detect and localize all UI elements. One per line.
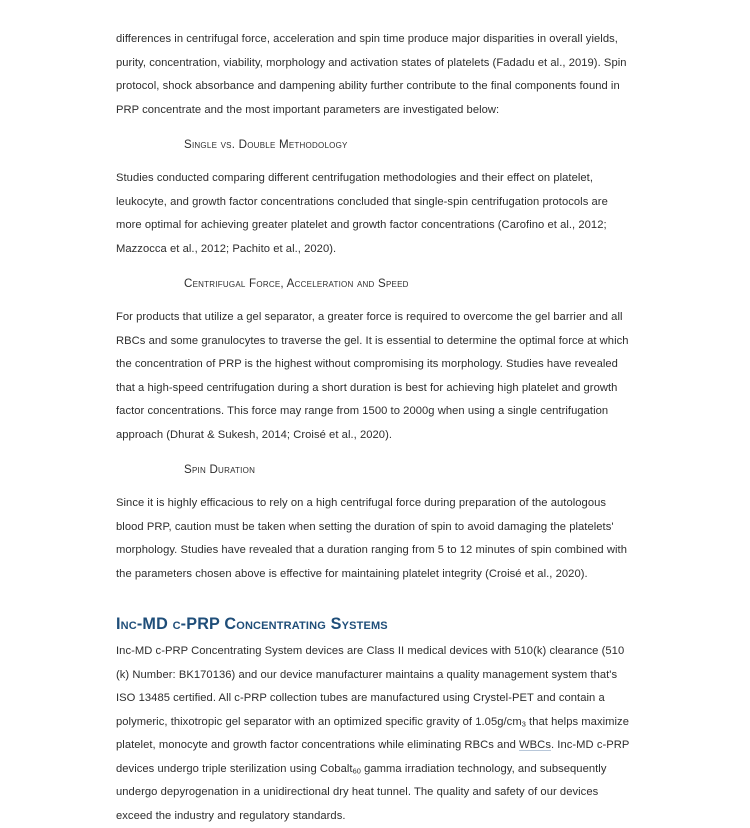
inc-md-text-part2: that helps maximize platelet, monocyte and growth factor concentrations while eliminating RBCs and (116, 715, 629, 751)
heading-spin-duration: Spin Duration (184, 463, 256, 476)
heading-single-vs-double: Single vs. Double Methodology (184, 138, 348, 151)
paragraph-single-vs-double: Studies conducted comparing different centrifugation methodologies and their effect on platelet, leukocyte, and growth factor concentrations concluded that single-spin centrifugation protocols are more optimal for achieving greater platelet and growth factor concentrations (Carofino et al., 2012; Mazzocca et al., 2012; Pachito et al., 2020). (116, 172, 608, 255)
paragraph-inc-md (116, 640, 634, 828)
cobalt-60-subscript: 60 (352, 766, 361, 776)
paragraph-centrifugal-force: For products that utilize a gel separator, a greater force is required to overcome the gel barrier and all RBCs and some granulocytes to traverse the gel. It is essential to determine the optimal force at which the concentration of PRP is the highest without compromising its morphology. Studies have revealed that a high-speed centrifugation during a short duration is best for achieving high platelet and growth factor concentrations. This force may range from 1500 to 2000g when using a single centrifugation approach (Dhurat & Sukesh, 2014; Croisé et al., 2020). (116, 311, 629, 441)
inc-md-text-part3: . Inc-MD c-PRP devices undergo triple sterilization using Cobalt (116, 739, 630, 775)
cm3-superscript: 3 (521, 719, 526, 729)
section-heading-inc-md: Inc-MD c-PRP Concentrating Systems (116, 615, 388, 633)
wbc-term: WBCs (519, 739, 551, 751)
heading-centrifugal-force: Centrifugal Force, Acceleration and Speed (184, 277, 409, 290)
paragraph-intro: differences in centrifugal force, acceleration and spin time produce major disparities in overall yields, purity, concentration, viability, morphology and activation states of platelets (Fadadu et al., 2019). Spin protocol, shock absorbance and dampening ability further contribute to the final components found in PRP concentrate and the most important parameters are investigated below: (116, 33, 627, 116)
inc-md-text-part4: gamma irradiation technology, and subsequently undergo depyrogenation in a unidirectional dry heat tunnel. The quality and safety of our devices exceed the industry and regulatory standards. (116, 762, 607, 822)
inc-md-text-part1: Inc-MD c-PRP Concentrating System devices are Class II medical devices with 510(k) clearance (510 (k) Number: BK170136) and our device manufacturer maintains a quality management system that's ISO 13485 certified. All c-PRP collection tubes are manufactured using Crystel-PET and contain a polymeric, thixotropic gel separator with an optimized specific gravity of 1.05g/cm (116, 645, 625, 728)
paragraph-spin-duration: Since it is highly efficacious to rely on a high centrifugal force during preparation of the autologous blood PRP, caution must be taken when setting the duration of spin to avoid damaging the platelets' morphology. Studies have revealed that a duration ranging from 5 to 12 minutes of spin combined with the parameters chosen above is effective for maintaining platelet integrity (Croisé et al., 2020). (116, 497, 627, 580)
